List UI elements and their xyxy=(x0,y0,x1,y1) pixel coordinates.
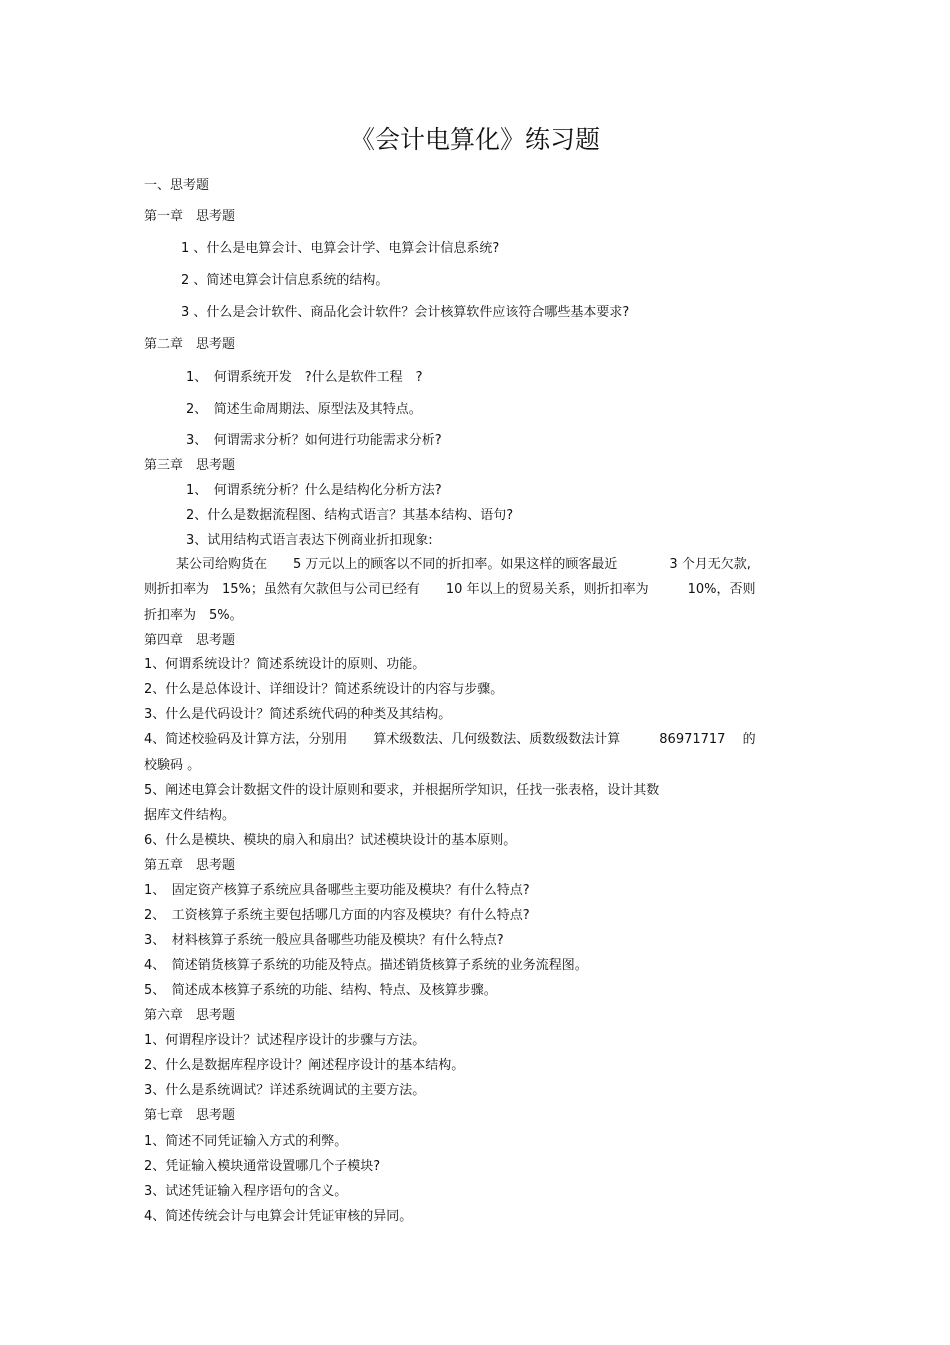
paragraph-line: 校験码 。 xyxy=(144,758,201,773)
chapter-heading: 第三章 思考题 xyxy=(144,458,236,473)
question-item: 1、何谓程序设计？试述程序设计的步骤与方法。 xyxy=(144,1033,426,1048)
question-item: 1 、什么是电算会计、电算会计学、电算会计信息系统? xyxy=(181,241,500,256)
question-item: 3 、什么是会计软件、商品化会计软件？会计核算软件应该符合哪些基本要求? xyxy=(181,305,630,320)
question-item: 1、 何谓系统分析？什么是结构化分析方法? xyxy=(186,483,442,498)
question-item: 2、 工资核算子系统主要包括哪几方面的内容及模块？有什么特点? xyxy=(144,908,530,923)
question-item: 5、阐述电算会计数据文件的设计原则和要求，并根据所学知识，任找一张表格，设计其数 xyxy=(144,783,660,798)
question-item: 1、 何谓系统开发 ?什么是软件工程 ? xyxy=(186,370,423,385)
question-item: 2、什么是数据流程图、结构式语言？其基本结构、语句? xyxy=(186,508,514,523)
question-item: 4、 简述销货核算子系统的功能及特点。描述销货核算子系统的业务流程图。 xyxy=(144,958,588,973)
question-item: 2、什么是数据库程序设计？阐述程序设计的基本结构。 xyxy=(144,1058,465,1073)
question-item: 3、 何谓需求分析？如何进行功能需求分析? xyxy=(186,433,442,448)
chapter-heading: 第二章 思考题 xyxy=(144,337,236,352)
question-item: 1、何谓系统设计？简述系统设计的原则、功能。 xyxy=(144,657,426,672)
question-item: 3、 材料核算子系统一般应具备哪些功能及模块？有什么特点? xyxy=(144,933,504,948)
question-item: 2 、简述电算会计信息系统的结构。 xyxy=(181,273,389,288)
paragraph-line: 则折扣率为 15%；虽然有欠款但与公司已经有 10 年以上的贸易关系，则折扣率为 10%，否则 xyxy=(144,582,756,597)
chapter-heading: 第四章 思考题 xyxy=(144,633,236,648)
question-item: 4、简述传统会计与电算会计凭证审核的异同。 xyxy=(144,1209,413,1224)
chapter-heading: 第五章 思考题 xyxy=(144,858,236,873)
chapter-heading: 第一章 思考题 xyxy=(144,209,236,224)
question-item: 1、 固定资产核算子系统应具备哪些主要功能及模块？有什么特点? xyxy=(144,883,530,898)
question-item: 4、简述校验码及计算方法，分别用 算术级数法、几何级数法、质数级数法计算 86971717 的 xyxy=(144,732,756,747)
question-item: 3、什么是代码设计？简述系统代码的种类及其结构。 xyxy=(144,707,452,722)
chapter-heading: 第六章 思考题 xyxy=(144,1008,236,1023)
question-item: 1、简述不同凭证输入方式的利弊。 xyxy=(144,1134,348,1149)
question-item: 2、 简述生命周期法、原型法及其特点。 xyxy=(186,402,422,417)
paragraph-line: 某公司给购货在 5 万元以上的顾客以不同的折扣率。如果这样的顾客最近 3 个月无欠款, xyxy=(176,557,751,572)
question-item: 6、什么是模块、模块的扇入和扇出？试述模块设计的基本原则。 xyxy=(144,833,517,848)
question-item: 3、试述凭证输入程序语句的含义。 xyxy=(144,1184,348,1199)
chapter-heading: 第七章 思考题 xyxy=(144,1108,236,1123)
paragraph-line: 折扣率为 5%。 xyxy=(144,608,243,623)
question-item: 5、 简述成本核算子系统的功能、结构、特点、及核算步骤。 xyxy=(144,983,497,998)
paragraph-line: 据库文件结构。 xyxy=(144,808,236,823)
question-item: 3、试用结构式语言表达下例商业折扣现象: xyxy=(186,533,433,548)
question-item: 3、什么是系统调试？详述系统调试的主要方法。 xyxy=(144,1083,426,1098)
document-title: 《会计电算化》练习题 xyxy=(349,125,600,154)
question-item: 2、凭证输入模块通常设置哪几个子模块? xyxy=(144,1159,381,1174)
question-item: 2、什么是总体设计、详细设计？简述系统设计的内容与步骤。 xyxy=(144,682,504,697)
section-heading: 一、思考题 xyxy=(144,178,210,193)
